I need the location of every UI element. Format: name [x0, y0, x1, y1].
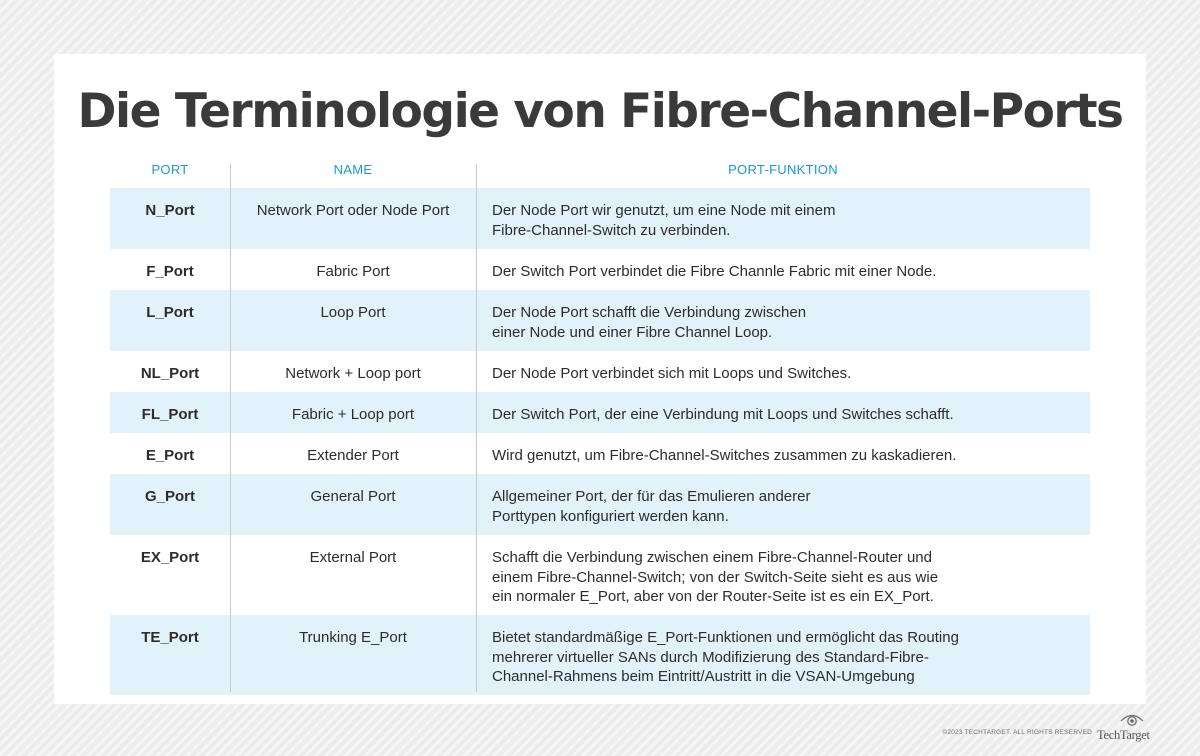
table-row	[110, 615, 1090, 695]
function-cell: Der Node Port schafft die Verbindung zwischen einer Node und einer Fibre Channel Loop.	[492, 304, 807, 341]
table-row	[110, 290, 1090, 351]
function-cell: Allgemeiner Port, der für das Emulieren anderer Porttypen konfiguriert werden kann.	[492, 488, 811, 525]
port-cell: L_Port	[146, 304, 194, 321]
column-divider-1	[230, 164, 231, 692]
name-cell: General Port	[310, 488, 396, 505]
name-cell: Network + Loop port	[285, 365, 421, 382]
port-cell: EX_Port	[140, 549, 200, 566]
function-cell: Bietet standardmäßige E_Port-Funktionen und ermöglicht das Routing mehrerer virtueller SANs durch Modifizierung des Standard-Fibre- Channel-Rahmens beim Eintritt/Austritt in die VSAN-Umgebung	[492, 629, 959, 685]
function-cell: Der Node Port wir genutzt, um eine Node mit einem Fibre-Channel-Switch zu verbinden.	[492, 202, 836, 239]
logo-text: TechTarget	[1097, 728, 1150, 742]
name-cell: Fabric Port	[316, 263, 390, 280]
table-row	[110, 392, 1090, 433]
function-cell: Der Node Port verbindet sich mit Loops und Switches.	[492, 365, 852, 382]
name-cell: Fabric + Loop port	[291, 406, 415, 423]
table-row	[110, 474, 1090, 535]
column-divider-2	[476, 164, 477, 692]
port-cell: NL_Port	[140, 365, 200, 382]
port-cell: N_Port	[145, 202, 195, 219]
table-row	[110, 351, 1090, 392]
header-function: PORT-FUNKTION	[728, 162, 838, 177]
page-title: Die Terminologie von Fibre-Channel-Ports	[77, 84, 1123, 139]
port-cell: E_Port	[145, 447, 195, 464]
port-cell: F_Port	[146, 263, 194, 280]
table-row	[110, 433, 1090, 474]
techtarget-logo	[1097, 712, 1157, 742]
eye-icon	[1119, 712, 1145, 728]
table-row	[110, 188, 1090, 249]
port-cell: FL_Port	[141, 406, 199, 423]
name-cell: Extender Port	[307, 447, 399, 464]
name-cell: Loop Port	[320, 304, 386, 321]
function-cell: Der Switch Port, der eine Verbindung mit Loops und Switches schafft.	[492, 406, 954, 423]
table-header	[110, 162, 1090, 182]
name-cell: Network Port oder Node Port	[256, 202, 450, 219]
table-row	[110, 535, 1090, 615]
port-cell: G_Port	[144, 488, 195, 505]
function-cell: Wird genutzt, um Fibre-Channel-Switches zusammen zu kaskadieren.	[492, 447, 957, 464]
header-port: PORT	[151, 162, 189, 177]
name-cell: Trunking E_Port	[299, 629, 407, 646]
name-cell: External Port	[309, 549, 397, 566]
function-cell: Der Switch Port verbindet die Fibre Channle Fabric mit einer Node.	[492, 263, 937, 280]
function-cell: Schafft die Verbindung zwischen einem Fibre-Channel-Router und einem Fibre-Channel-Switch; von der Switch-Seite sieht es aus wie ein normaler E_Port, aber von der Router-Seite ist es ein EX_Port.	[492, 549, 939, 605]
header-name: NAME	[333, 162, 373, 177]
port-cell: TE_Port	[141, 629, 199, 646]
port-table	[110, 188, 1090, 695]
table-row	[110, 249, 1090, 290]
copyright-notice: ©2023 TECHTARGET. ALL RIGHTS RESERVED	[942, 729, 1092, 736]
